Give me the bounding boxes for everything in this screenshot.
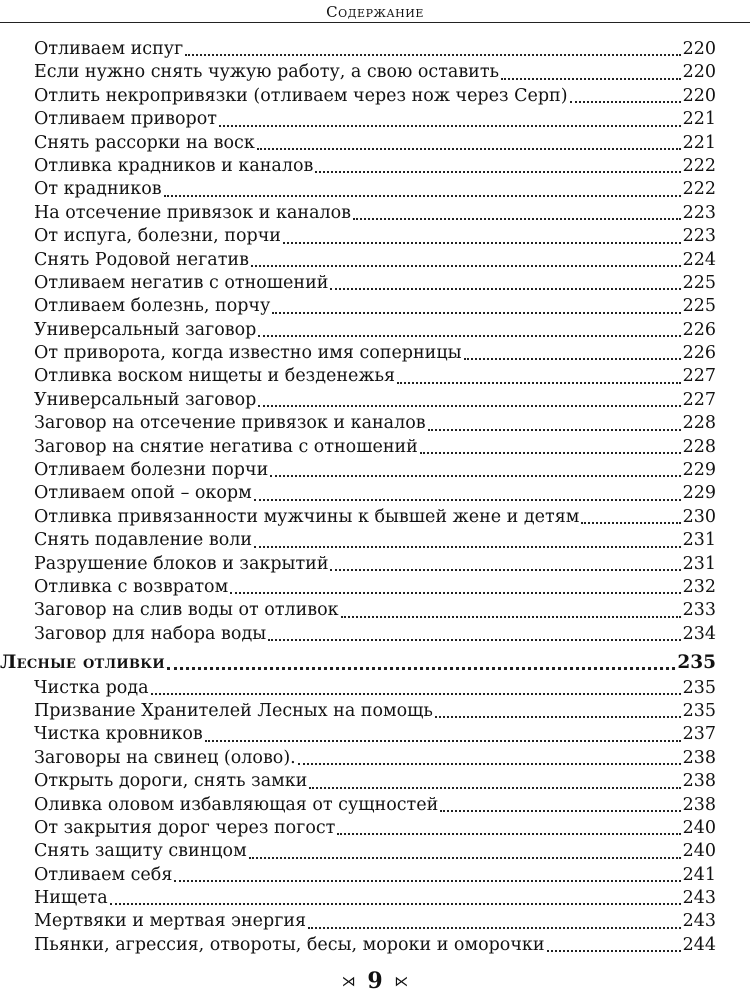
entry-page-number: 223 xyxy=(682,202,716,223)
toc-entry[interactable] xyxy=(34,61,716,84)
dot-leader xyxy=(283,242,681,244)
entry-title: От крадников xyxy=(34,179,162,200)
entry-title: Пьянки, агрессия, отвороты, бесы, мороки и оморочки xyxy=(34,934,545,955)
toc-entry[interactable] xyxy=(34,623,716,646)
entry-title: Заговор для набора воды xyxy=(34,623,267,644)
toc-entry[interactable] xyxy=(34,817,716,840)
toc-entry[interactable] xyxy=(34,700,716,723)
entry-title: Нищета xyxy=(34,888,108,909)
entry-page-number: 230 xyxy=(682,506,716,527)
entry-title: Чистка рода xyxy=(34,677,149,698)
toc-entry[interactable] xyxy=(34,506,716,529)
entry-page-number: 227 xyxy=(682,389,716,410)
entry-page-number: 220 xyxy=(682,85,716,106)
toc-entry[interactable] xyxy=(34,934,716,957)
toc-entry[interactable] xyxy=(34,794,716,817)
toc-entry[interactable] xyxy=(34,747,716,770)
entry-title: Отливка с возвратом xyxy=(34,576,229,597)
dot-leader xyxy=(167,667,675,670)
running-header xyxy=(0,0,750,24)
dot-leader xyxy=(268,639,680,641)
entry-title: Заговоры на свинец (олово). xyxy=(34,747,296,768)
toc-entry[interactable] xyxy=(34,910,716,933)
entry-title: Заговор на слив воды от отливок xyxy=(34,600,339,621)
dot-leader xyxy=(254,499,681,501)
entry-title: Снять подавление воли xyxy=(34,530,253,551)
toc-section-heading[interactable] xyxy=(0,651,716,674)
entry-title: Чистка кровников xyxy=(34,724,203,745)
dot-leader xyxy=(251,265,681,267)
entry-title: Отливка крадников и каналов xyxy=(34,155,314,176)
entry-title: Оливка оловом избавляющая от сущностей xyxy=(34,794,439,815)
toc-entry[interactable] xyxy=(34,249,716,272)
entry-page-number: 226 xyxy=(682,343,716,364)
dot-leader xyxy=(205,740,681,742)
toc-entry[interactable] xyxy=(34,770,716,793)
dot-leader xyxy=(164,195,681,197)
toc-entry[interactable] xyxy=(34,723,716,746)
entry-title: Отлить некропривязки (отливаем через нож через Серп) xyxy=(34,85,568,106)
toc-entry[interactable] xyxy=(34,864,716,887)
toc-entry[interactable] xyxy=(34,482,716,505)
entry-title: От закрытия дорог через погост xyxy=(34,817,336,838)
toc-entry[interactable] xyxy=(34,529,716,552)
entry-page-number: 229 xyxy=(682,483,716,504)
dot-leader xyxy=(464,358,681,360)
entry-title: Открыть дороги, снять замки xyxy=(34,771,308,792)
entry-title: Отливаем опой – окорм xyxy=(34,483,252,504)
toc-entry[interactable] xyxy=(34,85,716,108)
dot-leader xyxy=(581,522,680,524)
entry-page-number: 244 xyxy=(682,934,716,955)
entry-title: Разрушение блоков и закрытий xyxy=(34,553,329,574)
entry-page-number: 243 xyxy=(682,911,716,932)
header-rule xyxy=(0,22,750,23)
entry-title: Призвание Хранителей Лесных на помощь xyxy=(34,700,433,721)
entry-title: Отливка воском нищеты и безденежья xyxy=(34,366,396,387)
toc-entry[interactable] xyxy=(34,459,716,482)
dot-leader xyxy=(270,475,680,477)
toc-entry[interactable] xyxy=(34,412,716,435)
entry-title: Отливаем болезнь, порчу xyxy=(34,296,271,317)
dot-leader xyxy=(353,218,681,220)
toc-entry[interactable] xyxy=(34,319,716,342)
entry-page-number: 231 xyxy=(682,553,716,574)
entry-page-number: 222 xyxy=(682,155,716,176)
entry-page-number: 221 xyxy=(682,109,716,130)
entry-title: Отливка привязанности мужчины к бывшей жене и детям xyxy=(34,506,580,527)
entry-page-number: 227 xyxy=(682,366,716,387)
entry-title: Снять рассорки на воск xyxy=(34,132,255,153)
page-footer xyxy=(0,968,750,994)
toc-entry[interactable] xyxy=(34,887,716,910)
entry-page-number: 220 xyxy=(682,39,716,59)
entry-title: Мертвяки и мертвая энергия xyxy=(34,911,307,932)
toc-entry[interactable] xyxy=(34,132,716,155)
dot-leader xyxy=(570,101,681,103)
entry-page-number: 225 xyxy=(682,296,716,317)
dot-leader xyxy=(315,171,680,173)
toc-list xyxy=(0,38,750,646)
entry-title: Отливаем болезни порчи xyxy=(34,460,269,481)
dot-leader xyxy=(258,405,680,407)
entry-page-number: 225 xyxy=(682,272,716,293)
entry-page-number: 229 xyxy=(682,460,716,481)
dot-leader xyxy=(428,429,681,431)
dot-leader xyxy=(397,382,681,384)
toc-entry[interactable] xyxy=(34,108,716,131)
dot-leader xyxy=(219,125,681,127)
entry-page-number: 233 xyxy=(682,600,716,621)
entry-title: Отливаем негатив с отношений xyxy=(34,272,329,293)
entry-title: Заговор на отсечение привязок и каналов xyxy=(34,413,426,434)
entry-title: Универсальный заговор xyxy=(34,319,257,340)
entry-page-number: 226 xyxy=(682,319,716,340)
entry-page-number: 224 xyxy=(682,249,716,270)
entry-page-number: 240 xyxy=(682,841,716,862)
toc-entry[interactable] xyxy=(34,576,716,599)
entry-title: Универсальный заговор xyxy=(34,389,257,410)
entry-title: Снять защиту свинцом xyxy=(34,841,247,862)
dot-leader xyxy=(308,927,681,929)
entry-page-number: 232 xyxy=(682,576,716,597)
toc-entry[interactable] xyxy=(34,436,716,459)
entry-page-number: 228 xyxy=(682,413,716,434)
dot-leader xyxy=(435,716,681,718)
header-title: Содержание xyxy=(326,3,424,21)
dot-leader xyxy=(420,452,681,454)
toc-entry[interactable] xyxy=(34,295,716,318)
dot-leader xyxy=(249,857,681,859)
entry-page-number: 220 xyxy=(682,62,716,83)
toc-entry[interactable] xyxy=(34,365,716,388)
ornament-right-icon: ⋉ xyxy=(394,974,409,990)
entry-title: Если нужно снять чужую работу, а свою оставить xyxy=(34,62,500,83)
entry-title: Отливаем испуг xyxy=(34,39,184,59)
toc-entry[interactable] xyxy=(34,599,716,622)
dot-leader xyxy=(272,312,680,314)
table-of-contents xyxy=(0,38,750,957)
entry-page-number: 240 xyxy=(682,817,716,838)
entry-title: От испуга, болезни, порчи xyxy=(34,226,281,247)
entry-page-number: 238 xyxy=(682,771,716,792)
dot-leader xyxy=(258,335,680,337)
dot-leader xyxy=(337,833,680,835)
dot-leader xyxy=(257,148,681,150)
dot-leader xyxy=(185,54,680,56)
entry-page-number: 222 xyxy=(682,179,716,200)
entry-page-number: 234 xyxy=(682,623,716,644)
dot-leader xyxy=(298,763,681,765)
entry-page-number: 238 xyxy=(682,794,716,815)
entry-page-number: 235 xyxy=(682,700,716,721)
toc-list xyxy=(0,677,750,958)
entry-title: На отсечение привязок и каналов xyxy=(34,202,352,223)
toc-entry[interactable] xyxy=(34,677,716,700)
section-title: Лесные отливки xyxy=(0,652,165,674)
dot-leader xyxy=(309,787,680,789)
entry-page-number: 223 xyxy=(682,226,716,247)
entry-page-number: 231 xyxy=(682,530,716,551)
toc-entry[interactable] xyxy=(34,389,716,412)
entry-title: Снять Родовой негатив xyxy=(34,249,249,270)
toc-entry[interactable] xyxy=(34,342,716,365)
toc-entry[interactable] xyxy=(34,553,716,576)
section-page-number: 235 xyxy=(677,652,716,674)
dot-leader xyxy=(110,903,681,905)
entry-page-number: 243 xyxy=(682,888,716,909)
toc-entry[interactable] xyxy=(34,225,716,248)
dot-leader xyxy=(330,569,680,571)
toc-entry[interactable] xyxy=(34,272,716,295)
entry-title: От приворота, когда известно имя соперницы xyxy=(34,343,462,364)
entry-title: Заговор на снятие негатива с отношений xyxy=(34,436,418,457)
entry-page-number: 228 xyxy=(682,436,716,457)
entry-page-number: 235 xyxy=(682,677,716,698)
entry-title: Отливаем себя xyxy=(34,864,173,885)
page-number: 9 xyxy=(367,968,383,994)
entry-title: Отливаем приворот xyxy=(34,109,217,130)
toc-entry[interactable] xyxy=(34,840,716,863)
dot-leader xyxy=(230,592,680,594)
dot-leader xyxy=(151,693,681,695)
dot-leader xyxy=(341,616,681,618)
dot-leader xyxy=(501,78,681,80)
toc-entry[interactable] xyxy=(34,155,716,178)
entry-page-number: 241 xyxy=(682,864,716,885)
entry-page-number: 221 xyxy=(682,132,716,153)
dot-leader xyxy=(254,546,681,548)
dot-leader xyxy=(547,950,681,952)
toc-entry[interactable] xyxy=(34,202,716,225)
dot-leader xyxy=(440,810,680,812)
entry-page-number: 237 xyxy=(682,724,716,745)
dot-leader xyxy=(330,288,680,290)
dot-leader xyxy=(174,880,680,882)
toc-entry[interactable] xyxy=(34,38,716,61)
toc-entry[interactable] xyxy=(34,178,716,201)
entry-page-number: 238 xyxy=(682,747,716,768)
ornament-left-icon: ⋊ xyxy=(341,974,356,990)
